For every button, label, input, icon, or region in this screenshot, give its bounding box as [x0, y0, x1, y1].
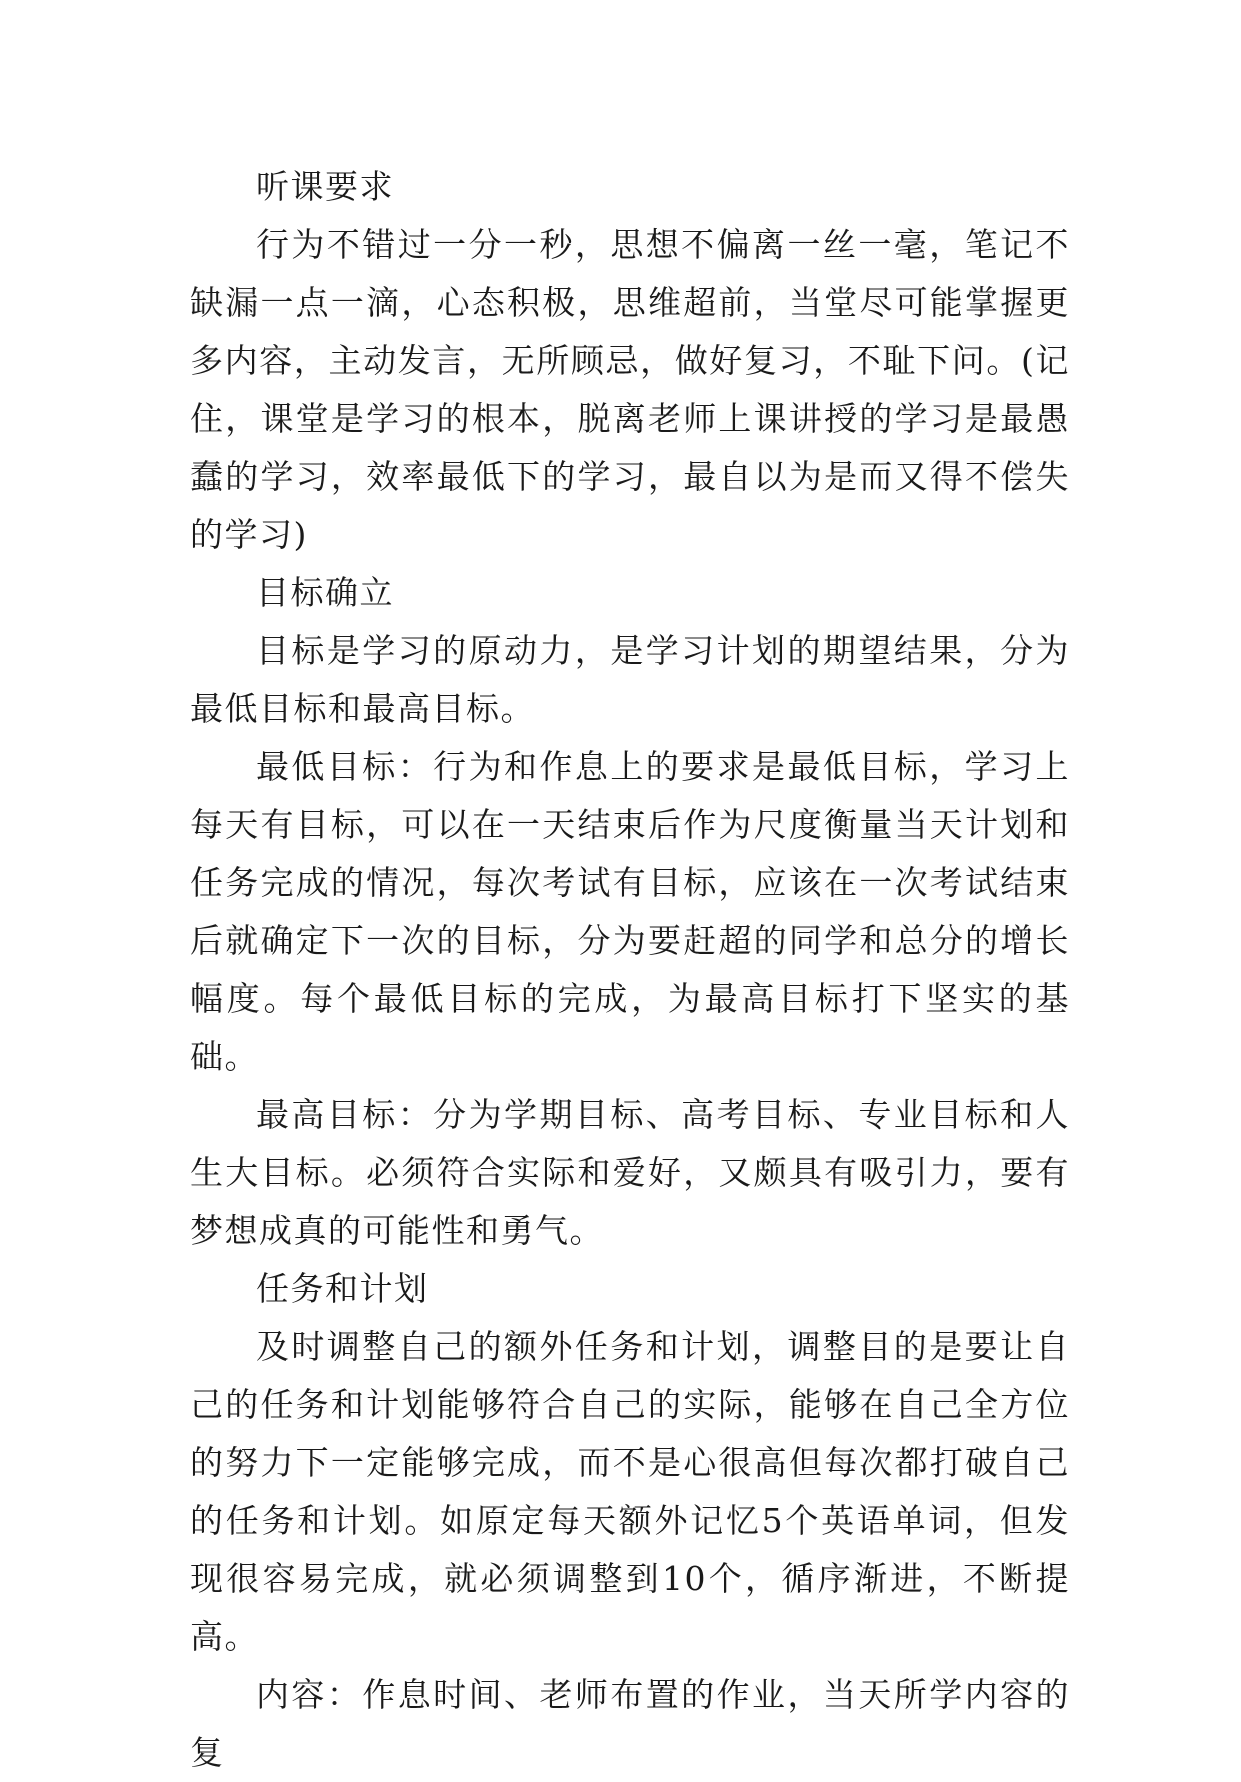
- paragraph-goals: 目标是学习的原动力，是学习计划的期望结果，分为最低目标和最高目标。: [190, 631, 1070, 728]
- paragraph-maximum-goal: 最高目标：分为学期目标、高考目标、专业目标和人生大目标。必须符合实际和爱好，又颇具有吸引力，要有梦想成真的可能性和勇气。: [190, 1095, 1070, 1250]
- section-heading-listening: 听课要求: [256, 167, 394, 206]
- paragraph-tasks: 及时调整自己的额外任务和计划，调整目的是要让自己的任务和计划能够符合自己的实际，能够在自己全方位的努力下一定能够完成，而不是心很高但每次都打破自己的任务和计划。如原定每天额外记忆5个英语单词，但发现很容易完成，就必须调整到10个，循序渐进，不断提高。: [190, 1327, 1070, 1656]
- paragraph-listening: 行为不错过一分一秒，思想不偏离一丝一毫，笔记不缺漏一点一滴，心态积极，思维超前，当堂尽可能掌握更多内容，主动发言，无所顾忌，做好复习，不耻下问。(记住，课堂是学习的根本，脱离老师上课讲授的学习是最愚蠢的学习，效率最低下的学习，最自以为是而又得不偿失的学习): [190, 225, 1070, 554]
- paragraph-minimum-goal: 最低目标：行为和作息上的要求是最低目标，学习上每天有目标，可以在一天结束后作为尺度衡量当天计划和任务完成的情况，每次考试有目标，应该在一次考试结束后就确定下一次的目标，分为要赶超的同学和总分的增长幅度。每个最低目标的完成，为最高目标打下坚实的基础。: [190, 747, 1070, 1076]
- paragraph-content: 内容：作息时间、老师布置的作业，当天所学内容的复: [190, 1675, 1070, 1772]
- section-heading-tasks: 任务和计划: [256, 1269, 429, 1308]
- section-heading-goals: 目标确立: [256, 573, 394, 612]
- document-body: [190, 158, 1070, 1782]
